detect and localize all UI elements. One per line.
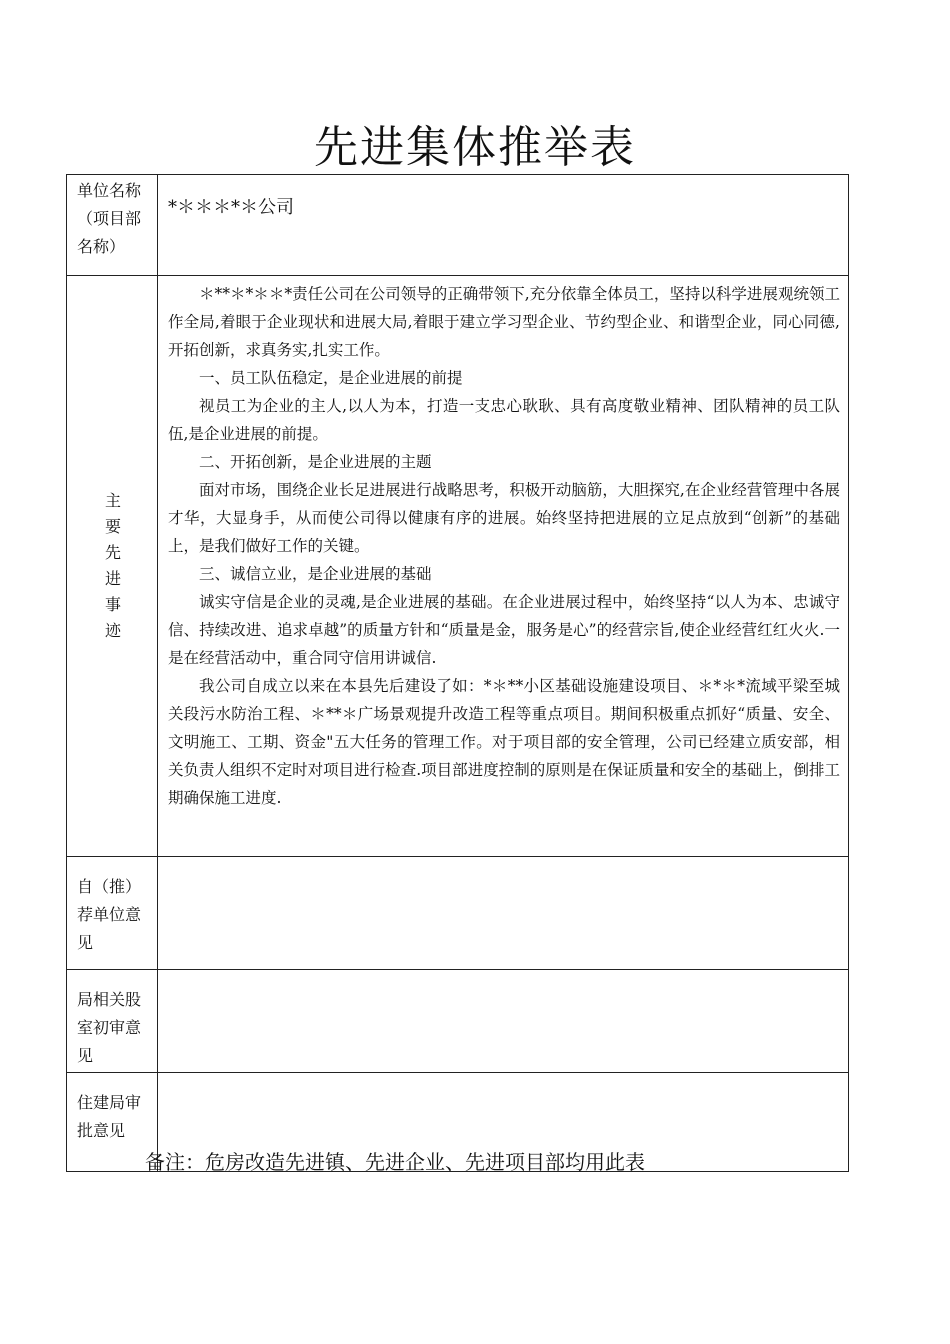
main-deeds-label-cell <box>67 276 158 857</box>
unit-name-value-cell <box>158 175 849 276</box>
footnote: 备注：危房改造先进镇、先进企业、先进项目部均用此表 <box>145 1150 645 1174</box>
unit-name-label: 单位名称（项目部名称） <box>77 181 142 256</box>
self-recommend-label: 自（推）荐单位意见 <box>77 877 142 952</box>
deeds-heading: 一、员工队伍稳定，是企业进展的前提 <box>199 369 463 387</box>
page-title: 先进集体推举表 <box>314 122 636 173</box>
self-recommend-row <box>67 857 849 970</box>
bureau-review-label: 局相关股室初审意见 <box>77 990 142 1065</box>
deeds-heading: 二、开拓创新，是企业进展的主题 <box>199 453 432 471</box>
recommendation-form-table <box>66 174 849 1172</box>
bureau-review-row <box>67 970 849 1073</box>
main-deeds-label: 主要先进事迹 <box>104 490 121 640</box>
deeds-heading: 三、诚信立业，是企业进展的基础 <box>199 565 432 583</box>
deeds-paragraph: ＊**＊*＊＊*责任公司在公司领导的正确带领下,充分依靠全体员工，坚持以科学进展观统领工作全局,着眼于企业现状和进展大局,着眼于建立学习型企业、节约型企业、和谐型企业，同心同德,开拓创新，求真务实,扎实工作。 <box>168 285 840 359</box>
unit-name-label-cell <box>67 175 158 276</box>
unit-name-row <box>67 175 849 276</box>
approval-label: 住建局审批意见 <box>77 1093 142 1140</box>
bureau-review-label-cell <box>67 970 158 1073</box>
approval-label-cell <box>67 1073 158 1172</box>
self-recommend-opinion-field[interactable] <box>158 857 849 970</box>
unit-name-value: *＊＊＊*＊公司 <box>168 197 294 218</box>
self-recommend-label-cell <box>67 857 158 970</box>
deeds-paragraph: 我公司自成立以来在本县先后建设了如：*＊**小区基础设施建设项目、＊*＊*流域平梁至城关段污水防治工程、＊**＊广场景观提升改造工程等重点项目。期间积极重点抓好“质量、安全、文明施工、工期、资金"五大任务的管理工作。对于项目部的安全管理，公司已经建立质安部，相关负责人组织不定时对项目进行检查.项目部进度控制的原则是在保证质量和安全的基础上，倒排工期确保施工进度. <box>168 677 840 807</box>
main-deeds-content <box>158 276 849 857</box>
deeds-paragraph: 视员工为企业的主人,以人为本，打造一支忠心耿耿、具有高度敬业精神、团队精神的员工队伍,是企业进展的前提。 <box>168 397 840 443</box>
main-deeds-row <box>67 276 849 857</box>
bureau-review-opinion-field[interactable] <box>158 970 849 1073</box>
deeds-paragraph: 诚实守信是企业的灵魂,是企业进展的基础。在企业进展过程中，始终坚持“以人为本、忠诚守信、持续改进、追求卓越”的质量方针和“质量是金，服务是心”的经营宗旨,使企业经营红红火火.一是在经营活动中，重合同守信用讲诚信. <box>168 593 840 667</box>
deeds-paragraph: 面对市场，围绕企业长足进展进行战略思考，积极开动脑筋，大胆探究,在企业经营管理中各展才华，大显身手，从而使公司得以健康有序的进展。始终坚持把进展的立足点放到“创新”的基础上，是我们做好工作的关键。 <box>168 481 840 555</box>
